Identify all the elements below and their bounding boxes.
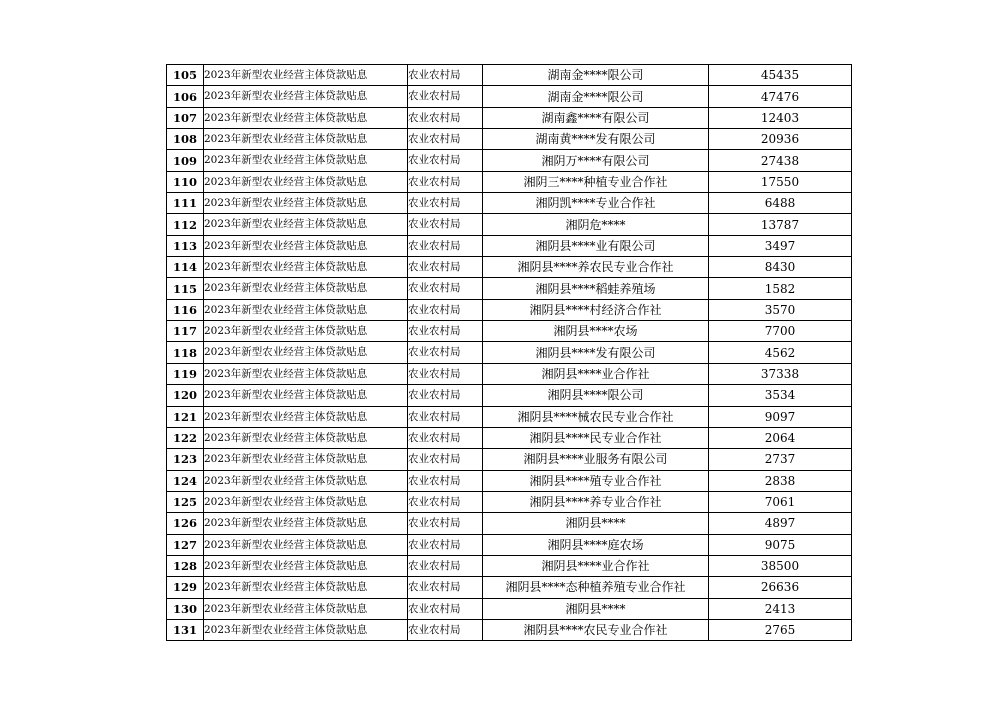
subsidy-amount-cell: 17550 <box>709 171 852 192</box>
row-number-cell: 116 <box>167 299 204 320</box>
department-cell: 农业农村局 <box>408 491 483 512</box>
subsidy-amount-cell: 9075 <box>709 534 852 555</box>
project-name-cell: 2023年新型农业经营主体贷款贴息 <box>204 513 408 534</box>
project-name-cell: 2023年新型农业经营主体贷款贴息 <box>204 278 408 299</box>
recipient-name-cell: 湘阴县****民专业合作社 <box>483 427 709 448</box>
table-row <box>167 449 852 470</box>
table-row <box>167 299 852 320</box>
row-number-cell: 126 <box>167 513 204 534</box>
row-number-cell: 120 <box>167 385 204 406</box>
project-name-cell: 2023年新型农业经营主体贷款贴息 <box>204 107 408 128</box>
recipient-name-cell: 湘阴县****态种植养殖专业合作社 <box>483 577 709 598</box>
subsidy-amount-cell: 9097 <box>709 406 852 427</box>
recipient-name-cell: 湘阴凯****专业合作社 <box>483 193 709 214</box>
row-number-cell: 128 <box>167 555 204 576</box>
department-cell: 农业农村局 <box>408 577 483 598</box>
table-row <box>167 65 852 86</box>
table-row <box>167 342 852 363</box>
project-name-cell: 2023年新型农业经营主体贷款贴息 <box>204 342 408 363</box>
project-name-cell: 2023年新型农业经营主体贷款贴息 <box>204 534 408 555</box>
recipient-name-cell: 湘阴县****业有限公司 <box>483 235 709 256</box>
project-name-cell: 2023年新型农业经营主体贷款贴息 <box>204 299 408 320</box>
row-number-cell: 110 <box>167 171 204 192</box>
subsidy-amount-cell: 37338 <box>709 363 852 384</box>
project-name-cell: 2023年新型农业经营主体贷款贴息 <box>204 598 408 619</box>
row-number-cell: 129 <box>167 577 204 598</box>
row-number-cell: 115 <box>167 278 204 299</box>
project-name-cell: 2023年新型农业经营主体贷款贴息 <box>204 385 408 406</box>
project-name-cell: 2023年新型农业经营主体贷款贴息 <box>204 86 408 107</box>
table-row <box>167 193 852 214</box>
department-cell: 农业农村局 <box>408 406 483 427</box>
table-row <box>167 555 852 576</box>
department-cell: 农业农村局 <box>408 150 483 171</box>
table-row <box>167 363 852 384</box>
recipient-name-cell: 湘阴县****村经济合作社 <box>483 299 709 320</box>
table-row <box>167 619 852 640</box>
department-cell: 农业农村局 <box>408 534 483 555</box>
recipient-name-cell: 湘阴县****农民专业合作社 <box>483 619 709 640</box>
department-cell: 农业农村局 <box>408 171 483 192</box>
table-row <box>167 214 852 235</box>
subsidy-amount-cell: 8430 <box>709 257 852 278</box>
department-cell: 农业农村局 <box>408 235 483 256</box>
table-row <box>167 385 852 406</box>
recipient-name-cell: 湘阴县****业合作社 <box>483 363 709 384</box>
department-cell: 农业农村局 <box>408 107 483 128</box>
table-row <box>167 470 852 491</box>
subsidy-amount-cell: 12403 <box>709 107 852 128</box>
project-name-cell: 2023年新型农业经营主体贷款贴息 <box>204 619 408 640</box>
recipient-name-cell: 湖南金****限公司 <box>483 65 709 86</box>
row-number-cell: 125 <box>167 491 204 512</box>
subsidy-amount-cell: 2765 <box>709 619 852 640</box>
project-name-cell: 2023年新型农业经营主体贷款贴息 <box>204 235 408 256</box>
project-name-cell: 2023年新型农业经营主体贷款贴息 <box>204 321 408 342</box>
project-name-cell: 2023年新型农业经营主体贷款贴息 <box>204 171 408 192</box>
recipient-name-cell: 湘阴县****发有限公司 <box>483 342 709 363</box>
department-cell: 农业农村局 <box>408 193 483 214</box>
table-row <box>167 321 852 342</box>
table-row <box>167 427 852 448</box>
row-number-cell: 107 <box>167 107 204 128</box>
subsidy-amount-cell: 2838 <box>709 470 852 491</box>
subsidy-amount-cell: 6488 <box>709 193 852 214</box>
recipient-name-cell: 湘阴县****庭农场 <box>483 534 709 555</box>
department-cell: 农业农村局 <box>408 363 483 384</box>
subsidy-amount-cell: 26636 <box>709 577 852 598</box>
department-cell: 农业农村局 <box>408 214 483 235</box>
subsidy-amount-cell: 3534 <box>709 385 852 406</box>
project-name-cell: 2023年新型农业经营主体贷款贴息 <box>204 406 408 427</box>
project-name-cell: 2023年新型农业经营主体贷款贴息 <box>204 555 408 576</box>
row-number-cell: 111 <box>167 193 204 214</box>
subsidy-amount-cell: 13787 <box>709 214 852 235</box>
subsidy-amount-cell: 38500 <box>709 555 852 576</box>
project-name-cell: 2023年新型农业经营主体贷款贴息 <box>204 150 408 171</box>
table-row <box>167 534 852 555</box>
project-name-cell: 2023年新型农业经营主体贷款贴息 <box>204 491 408 512</box>
table-body <box>167 65 852 641</box>
recipient-name-cell: 湘阴县**** <box>483 598 709 619</box>
table-row <box>167 577 852 598</box>
subsidy-amount-cell: 4897 <box>709 513 852 534</box>
row-number-cell: 130 <box>167 598 204 619</box>
row-number-cell: 131 <box>167 619 204 640</box>
row-number-cell: 105 <box>167 65 204 86</box>
recipient-name-cell: 湘阴三****种植专业合作社 <box>483 171 709 192</box>
project-name-cell: 2023年新型农业经营主体贷款贴息 <box>204 449 408 470</box>
subsidy-amount-cell: 2064 <box>709 427 852 448</box>
department-cell: 农业农村局 <box>408 598 483 619</box>
row-number-cell: 123 <box>167 449 204 470</box>
project-name-cell: 2023年新型农业经营主体贷款贴息 <box>204 470 408 491</box>
row-number-cell: 121 <box>167 406 204 427</box>
row-number-cell: 109 <box>167 150 204 171</box>
recipient-name-cell: 湖南黄****发有限公司 <box>483 129 709 150</box>
table-row <box>167 491 852 512</box>
project-name-cell: 2023年新型农业经营主体贷款贴息 <box>204 427 408 448</box>
subsidy-amount-cell: 27438 <box>709 150 852 171</box>
subsidy-amount-cell: 1582 <box>709 278 852 299</box>
department-cell: 农业农村局 <box>408 299 483 320</box>
subsidy-amount-cell: 7700 <box>709 321 852 342</box>
row-number-cell: 127 <box>167 534 204 555</box>
recipient-name-cell: 湘阴县**** <box>483 513 709 534</box>
department-cell: 农业农村局 <box>408 342 483 363</box>
subsidy-amount-cell: 3570 <box>709 299 852 320</box>
department-cell: 农业农村局 <box>408 385 483 406</box>
table-row <box>167 107 852 128</box>
department-cell: 农业农村局 <box>408 619 483 640</box>
project-name-cell: 2023年新型农业经营主体贷款贴息 <box>204 193 408 214</box>
row-number-cell: 113 <box>167 235 204 256</box>
recipient-name-cell: 湘阴县****养专业合作社 <box>483 491 709 512</box>
department-cell: 农业农村局 <box>408 321 483 342</box>
subsidy-amount-cell: 4562 <box>709 342 852 363</box>
subsidy-amount-cell: 47476 <box>709 86 852 107</box>
department-cell: 农业农村局 <box>408 555 483 576</box>
subsidy-amount-cell: 7061 <box>709 491 852 512</box>
table-row <box>167 278 852 299</box>
subsidy-amount-cell: 20936 <box>709 129 852 150</box>
department-cell: 农业农村局 <box>408 86 483 107</box>
department-cell: 农业农村局 <box>408 257 483 278</box>
department-cell: 农业农村局 <box>408 449 483 470</box>
row-number-cell: 124 <box>167 470 204 491</box>
table-row <box>167 406 852 427</box>
row-number-cell: 117 <box>167 321 204 342</box>
recipient-name-cell: 湘阴万****有限公司 <box>483 150 709 171</box>
recipient-name-cell: 湘阴县****业合作社 <box>483 555 709 576</box>
row-number-cell: 114 <box>167 257 204 278</box>
project-name-cell: 2023年新型农业经营主体贷款贴息 <box>204 214 408 235</box>
table-row <box>167 86 852 107</box>
project-name-cell: 2023年新型农业经营主体贷款贴息 <box>204 65 408 86</box>
project-name-cell: 2023年新型农业经营主体贷款贴息 <box>204 577 408 598</box>
row-number-cell: 106 <box>167 86 204 107</box>
subsidy-amount-cell: 2413 <box>709 598 852 619</box>
table-row <box>167 513 852 534</box>
table-row <box>167 150 852 171</box>
recipient-name-cell: 湘阴县****限公司 <box>483 385 709 406</box>
table-row <box>167 171 852 192</box>
table-row <box>167 598 852 619</box>
row-number-cell: 112 <box>167 214 204 235</box>
department-cell: 农业农村局 <box>408 470 483 491</box>
row-number-cell: 119 <box>167 363 204 384</box>
recipient-name-cell: 湘阴县****稻蛙养殖场 <box>483 278 709 299</box>
recipient-name-cell: 湘阴县****械农民专业合作社 <box>483 406 709 427</box>
recipient-name-cell: 湘阴县****业服务有限公司 <box>483 449 709 470</box>
recipient-name-cell: 湘阴危**** <box>483 214 709 235</box>
subsidy-amount-cell: 2737 <box>709 449 852 470</box>
table-row <box>167 129 852 150</box>
department-cell: 农业农村局 <box>408 513 483 534</box>
subsidy-amount-cell: 3497 <box>709 235 852 256</box>
project-name-cell: 2023年新型农业经营主体贷款贴息 <box>204 257 408 278</box>
department-cell: 农业农村局 <box>408 427 483 448</box>
department-cell: 农业农村局 <box>408 278 483 299</box>
subsidy-table <box>166 64 852 641</box>
row-number-cell: 118 <box>167 342 204 363</box>
subsidy-amount-cell: 45435 <box>709 65 852 86</box>
department-cell: 农业农村局 <box>408 65 483 86</box>
row-number-cell: 122 <box>167 427 204 448</box>
recipient-name-cell: 湘阴县****殖专业合作社 <box>483 470 709 491</box>
row-number-cell: 108 <box>167 129 204 150</box>
department-cell: 农业农村局 <box>408 129 483 150</box>
project-name-cell: 2023年新型农业经营主体贷款贴息 <box>204 129 408 150</box>
recipient-name-cell: 湘阴县****农场 <box>483 321 709 342</box>
project-name-cell: 2023年新型农业经营主体贷款贴息 <box>204 363 408 384</box>
table-row <box>167 235 852 256</box>
recipient-name-cell: 湖南金****限公司 <box>483 86 709 107</box>
recipient-name-cell: 湘阴县****养农民专业合作社 <box>483 257 709 278</box>
table-row <box>167 257 852 278</box>
recipient-name-cell: 湖南鑫****有限公司 <box>483 107 709 128</box>
